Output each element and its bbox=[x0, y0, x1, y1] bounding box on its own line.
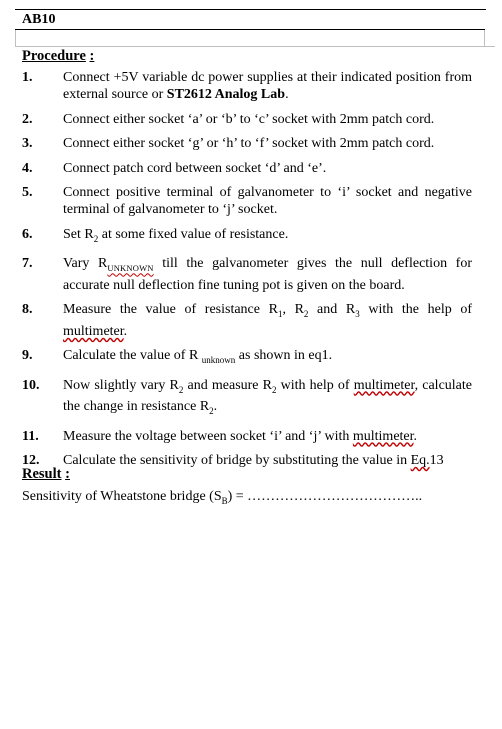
step-text: Connect patch cord between socket ‘d’ and ‘e’. bbox=[63, 160, 327, 176]
step-9 bbox=[22, 347, 472, 369]
step-11 bbox=[22, 428, 472, 445]
step-number: 1. bbox=[22, 70, 33, 85]
step-text: Measure the value of resistance $R_1$, $R_2$ and $R_3$ with the help of multimeter. bbox=[63, 302, 472, 339]
step-text: Connect either socket ‘g’ or ‘h’ to ‘f’ socket with 2mm patch cord. bbox=[63, 136, 435, 151]
step-text: Measure the voltage between socket ‘i’ and ‘j’ with multimeter. bbox=[63, 428, 418, 444]
step-2 bbox=[22, 111, 472, 128]
step-6 bbox=[22, 226, 472, 248]
step-text: Calculate the value of R $_{unknown}$ as shown in eq1. bbox=[63, 348, 333, 366]
step-text: Now slightly vary $R_2$ and measure $R_2$ with help of multimeter, calculate the change in resistance $R_2$. bbox=[63, 377, 472, 417]
step-number: 8. bbox=[22, 302, 33, 318]
result-title: Result bbox=[22, 466, 62, 482]
procedure-heading bbox=[22, 48, 94, 65]
step-number: 12. bbox=[22, 453, 40, 469]
step-8 bbox=[22, 301, 472, 340]
procedure-title: Procedure bbox=[22, 48, 86, 64]
step-number: 2. bbox=[22, 111, 33, 127]
step-text: Connect either socket ‘a’ or ‘b’ to ‘c’ socket with 2mm patch cord. bbox=[63, 111, 435, 127]
result-heading bbox=[22, 466, 70, 483]
step-number: 9. bbox=[22, 348, 33, 364]
procedure-colon: : bbox=[89, 48, 95, 64]
step-number: 3. bbox=[22, 136, 33, 151]
step-4 bbox=[22, 160, 472, 177]
result-colon: : bbox=[65, 466, 70, 482]
header-corner-mark bbox=[485, 46, 495, 47]
step-5 bbox=[22, 184, 472, 218]
step-number: 11. bbox=[22, 428, 39, 444]
step-7 bbox=[22, 255, 472, 294]
step-number: 10. bbox=[22, 377, 40, 393]
step-text: Calculate the sensitivity of bridge by substituting the value in Eq.13 bbox=[63, 453, 444, 469]
step-text: Connect positive terminal of galvanometer to ‘i’ socket and negative terminal of galvanometer to ‘j’ socket. bbox=[63, 185, 472, 217]
step-text: Set $R_2$ at some fixed value of resistance. bbox=[63, 226, 289, 244]
step-1 bbox=[22, 69, 472, 103]
document-code: AB10 bbox=[22, 12, 56, 27]
top-rule bbox=[15, 9, 486, 10]
step-number: 7. bbox=[22, 255, 33, 271]
procedure-steps bbox=[22, 69, 472, 477]
step-number: 5. bbox=[22, 185, 33, 200]
step-number: 6. bbox=[22, 226, 33, 242]
result-sensitivity-line: Sensitivity of Wheatstone bridge $(S_B)$ = ……………………………….. bbox=[22, 489, 423, 506]
step-text: Connect +5V variable dc power supplies at their indicated position from external source or ST2612 Analog Lab. bbox=[63, 70, 472, 102]
header-box bbox=[15, 30, 485, 47]
step-3 bbox=[22, 135, 472, 152]
step-text: Vary $R_{UNKNOWN}$ till the galvanometer gives the null deflection for accurate null deflection fine tuning pot is given on the board. bbox=[63, 255, 472, 293]
step-number: 4. bbox=[22, 160, 33, 176]
step-12 bbox=[22, 452, 472, 469]
step-10 bbox=[22, 377, 472, 421]
